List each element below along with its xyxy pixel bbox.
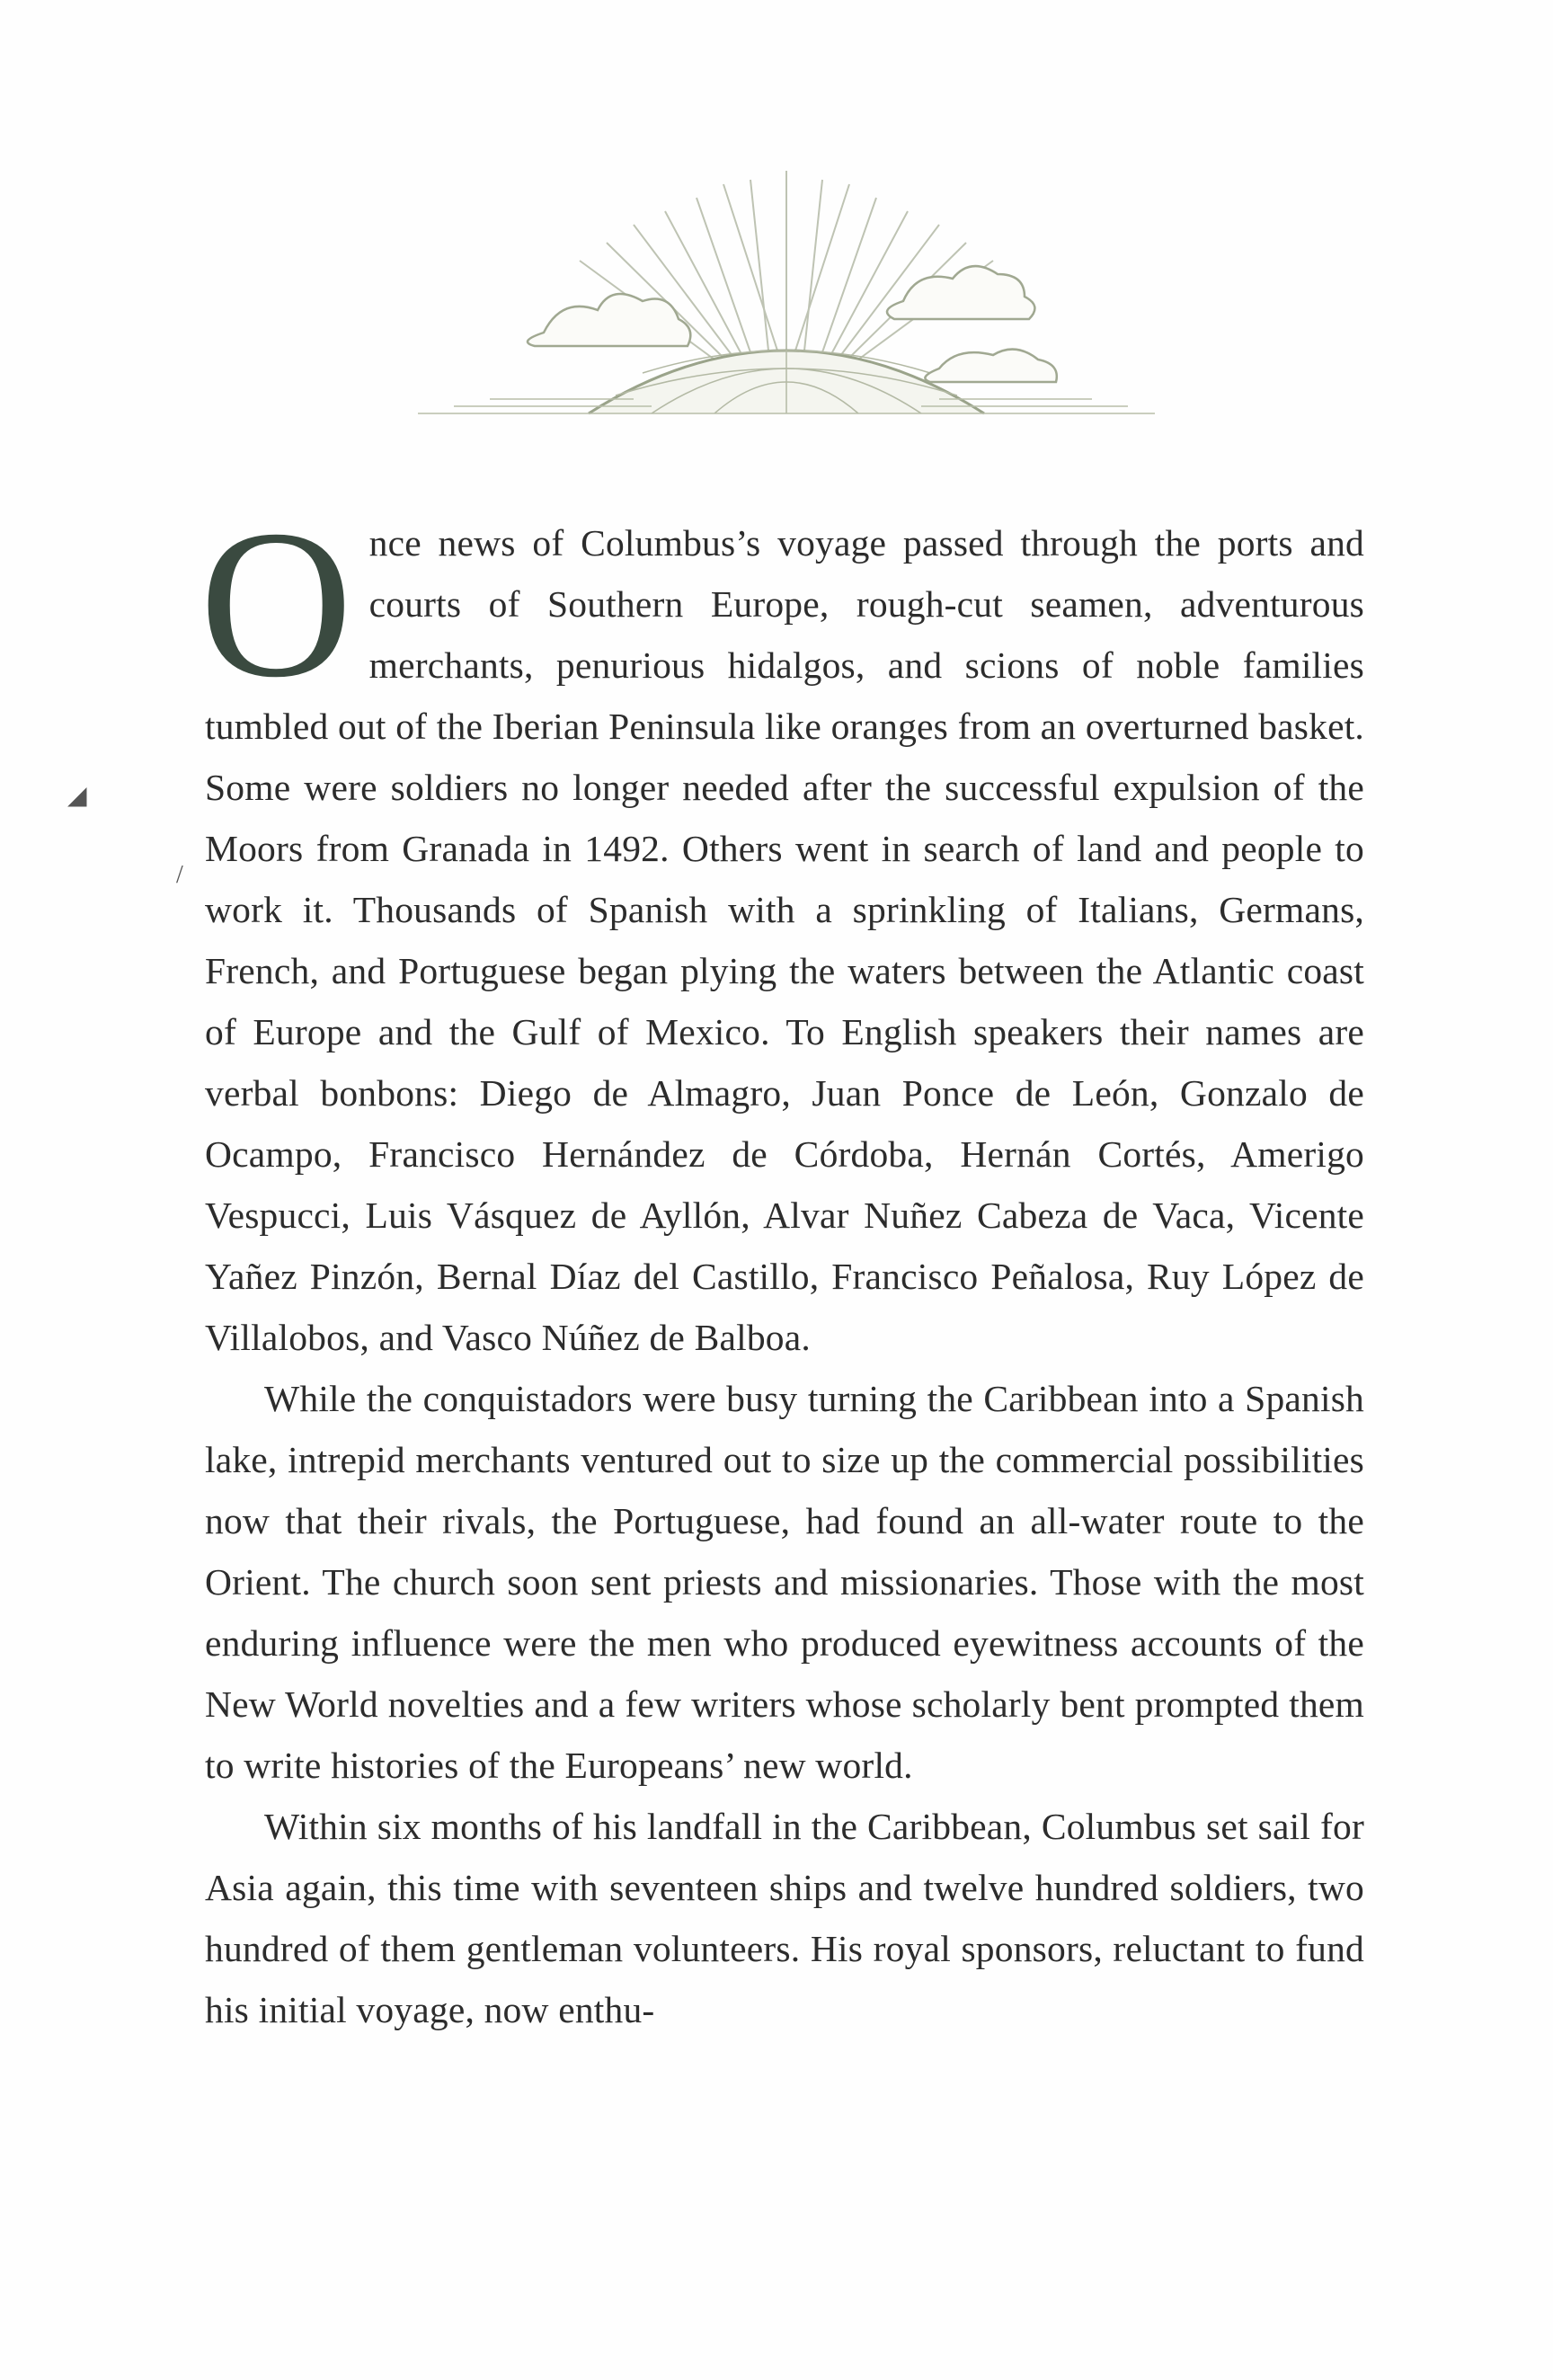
margin-mark: ◢ bbox=[67, 782, 87, 810]
margin-mark: / bbox=[176, 861, 183, 889]
drop-cap: O bbox=[200, 487, 353, 722]
paragraph-1-text: nce news of Columbus’s voyage passed through the ports and courts of Southern Europe, rough-cut seamen, adventurous merchants, penurious hidalgos, and scions of noble families tumbled out of the Iberian Peninsula like oranges from an overturned basket. Some were soldiers no longer needed after the successful expulsion of the Moors from Granada in 1492. Others went in search of land and people to work it. Thousands of Spanish with a sprinkling of Italians, Germans, French, and Portuguese began plying the waters between the Atlantic coast of Europe and the Gulf of Mexico. To English speakers their names are verbal bonbons: Diego de Almagro, Juan Ponce de León, Gonzalo de Ocampo, Francisco Hernández de Córdoba, Hernán Cortés, Amerigo Vespucci, Luis Vásquez de Ayllón, Alvar Nuñez Cabeza de Vaca, Vicente Yañez Pinzón, Bernal Díaz del Castillo, Francisco Peñalosa, Ruy López de Villalobos, and Vasco Núñez de Balboa. bbox=[205, 522, 1364, 1358]
paragraph-3: Within six months of his landfall in the Caribbean, Columbus set sail for Asia again, this time with seventeen ships and twelve hundred soldiers, two hundred of them gentleman volunteers. His royal sponsors, reluctant to fund his initial voyage, now enthu- bbox=[205, 1806, 1364, 2030]
body-text bbox=[200, 487, 1364, 2040]
sunrise-globe-ornament bbox=[382, 144, 1191, 431]
paragraph-2: While the conquistadors were busy turning the Caribbean into a Spanish lake, intrepid merchants ventured out to size up the commercial possibilities now that their rivals, the Portuguese, had found an all-water route to the Orient. The church soon sent priests and missionaries. Those with the most enduring influence were the men who produced eyewitness accounts of the New World novelties and a few writers whose scholarly bent prompted them to write histories of the Europeans’ new world. bbox=[205, 1378, 1364, 1786]
paragraph-1 bbox=[200, 487, 1364, 1368]
